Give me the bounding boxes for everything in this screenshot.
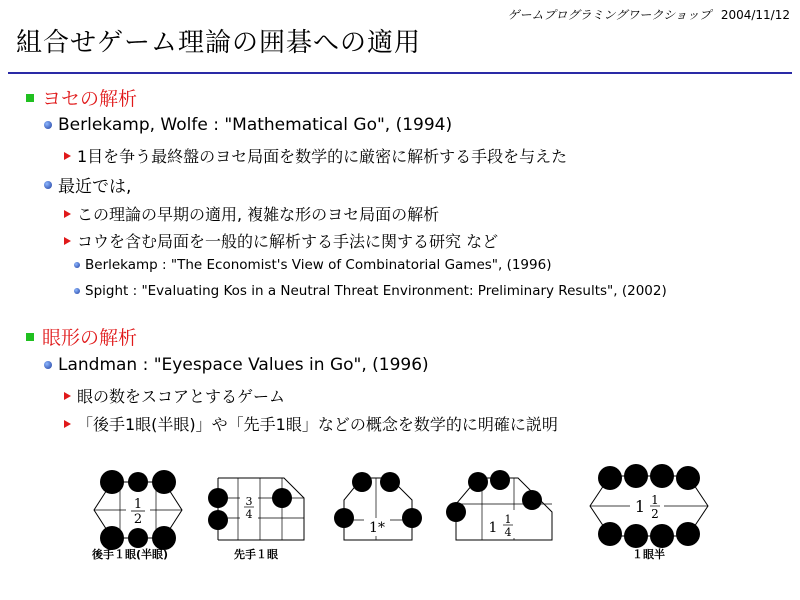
round-bullet-icon — [44, 121, 52, 129]
sub-list-item-text: 1目を争う最終盤のヨセ局面を数学的に厳密に解析する手段を与えた — [77, 147, 568, 166]
round-bullet-icon — [74, 262, 80, 268]
sub-list-item-text: コウを含む局面を一般的に解析する手法に関する研究 など — [77, 232, 499, 251]
section-heading-yose — [26, 84, 137, 111]
title-divider — [8, 72, 792, 74]
round-bullet-icon — [44, 181, 52, 189]
diagram-value-denominator: 2 — [133, 512, 143, 527]
list-item — [44, 172, 131, 197]
list-item-text: Landman : "Eyespace Values in Go", (1996) — [58, 355, 429, 375]
sub-list-item-text: 「後手1眼(半眼)」や「先手1眼」などの概念を数学的に明確に説明 — [77, 415, 558, 434]
go-diagram-one-star — [340, 474, 416, 544]
list-item — [44, 355, 429, 375]
sub-list-item — [64, 412, 558, 435]
round-bullet-icon — [44, 361, 52, 369]
diagram-value: 1* — [369, 520, 385, 536]
diagram-label: １眼半 — [632, 548, 665, 561]
list-item — [44, 115, 452, 135]
diagram-value-denominator: 2 — [651, 507, 659, 521]
slide-title: 組合せゲーム理論の囲碁への適用 — [16, 28, 422, 58]
sub-list-item — [64, 384, 285, 407]
diagram-value-denominator: 4 — [504, 526, 512, 539]
arrow-bullet-icon — [64, 237, 71, 245]
diagram-value-numerator: 3 — [245, 495, 253, 508]
diagram-value-numerator: 1 — [504, 513, 512, 526]
diagram-value-denominator: 4 — [245, 508, 253, 521]
round-bullet-icon — [74, 288, 80, 294]
sub-list-item — [64, 144, 567, 167]
arrow-bullet-icon — [64, 210, 71, 218]
arrow-bullet-icon — [64, 420, 71, 428]
square-bullet-icon — [26, 333, 34, 341]
go-diagram-half-eye — [90, 478, 186, 542]
diagram-value-numerator: 1 — [133, 497, 143, 512]
section-heading-text: ヨセの解析 — [42, 88, 138, 110]
list-item-text: 最近では, — [58, 177, 132, 197]
reference-item — [74, 257, 551, 273]
reference-text: Berlekamp : "The Economist's View of Combinatorial Games", (1996) — [85, 257, 552, 273]
list-item-text: Berlekamp, Wolfe : "Mathematical Go", (1994) — [58, 115, 453, 135]
arrow-bullet-icon — [64, 152, 71, 160]
sub-list-item-text: この理論の早期の適用, 複雑な形のヨセ局面の解析 — [77, 205, 440, 224]
reference-text: Spight : "Evaluating Kos in a Neutral Threat Environment: Preliminary Results", (2002) — [85, 283, 667, 299]
workshop-name: ゲームプログラミングワークショップ — [507, 8, 711, 22]
date-label: 2004/11/12 — [720, 8, 790, 22]
go-diagram-one-and-half — [586, 472, 712, 542]
sub-list-item — [64, 229, 498, 252]
section-heading-eye-shape — [26, 323, 137, 350]
diagram-value-whole: 1 — [634, 497, 646, 516]
sub-list-item — [64, 202, 439, 225]
square-bullet-icon — [26, 94, 34, 102]
diagram-label: 先手１眼 — [234, 548, 278, 561]
diagram-value-whole: 1 — [488, 520, 498, 536]
go-diagram-sente-eye — [214, 474, 308, 544]
reference-item — [74, 283, 667, 299]
diagram-value-numerator: 1 — [651, 493, 659, 507]
go-diagram-one-and-quarter — [452, 474, 556, 544]
diagram-label: 後手１眼(半眼) — [92, 548, 169, 561]
sub-list-item-text: 眼の数をスコアとするゲーム — [77, 387, 286, 406]
section-heading-text: 眼形の解析 — [42, 327, 138, 349]
arrow-bullet-icon — [64, 392, 71, 400]
header-note — [507, 6, 790, 23]
